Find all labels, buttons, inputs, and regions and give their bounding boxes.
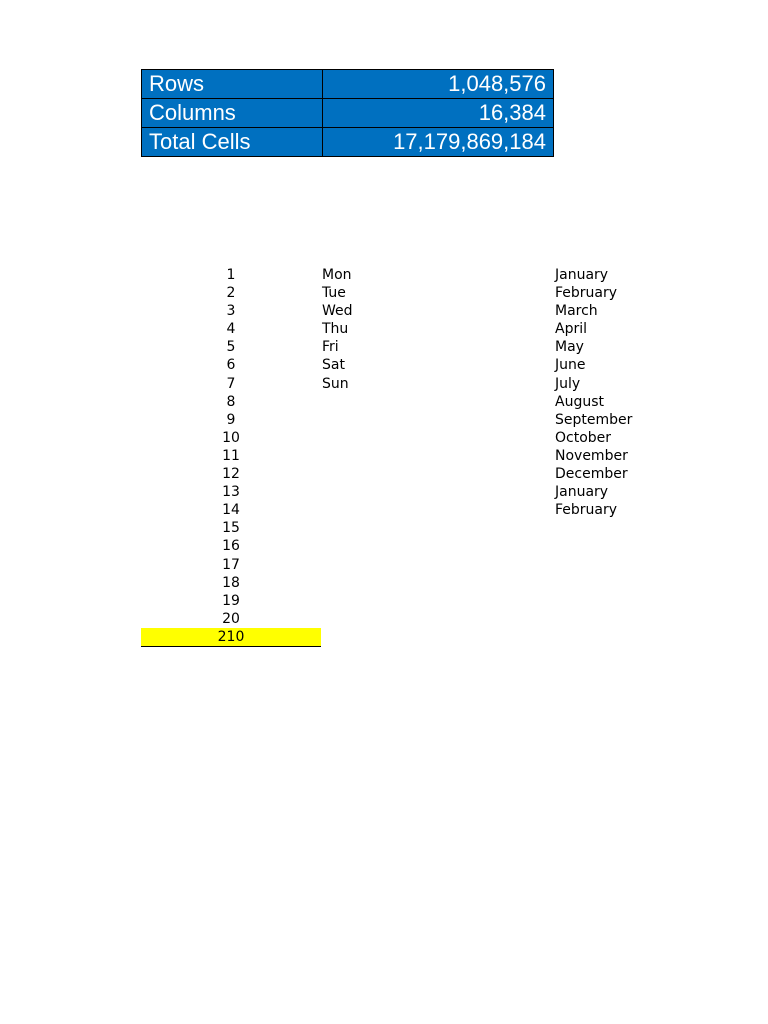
number-cell[interactable]: 3 [226,303,236,320]
month-cell[interactable]: April [555,321,587,338]
summary-table [141,69,554,157]
number-cell[interactable]: 18 [222,574,240,591]
number-cell[interactable]: 19 [222,592,240,609]
weekday-cell[interactable]: Thu [322,321,349,338]
number-cell[interactable]: 6 [226,357,236,374]
number-cell[interactable]: 13 [222,484,240,501]
rows-label[interactable]: Rows [142,70,323,99]
number-cell[interactable]: 20 [222,610,240,627]
number-cell[interactable]: 15 [222,520,240,537]
month-cell[interactable]: March [555,303,598,320]
number-cell[interactable]: 8 [226,393,236,410]
month-cell[interactable]: August [555,393,604,410]
summary-row-columns [142,99,554,128]
month-cell[interactable]: January [555,484,609,501]
number-cell[interactable]: 11 [222,447,240,464]
number-cell[interactable]: 17 [222,556,240,573]
rows-value[interactable]: 1,048,576 [323,70,554,99]
total-cells-label[interactable]: Total Cells [142,128,323,157]
columns-label[interactable]: Columns [142,99,323,128]
number-cell[interactable]: 12 [222,466,240,483]
summary-row-total-cells [142,128,554,157]
number-cell[interactable]: 5 [226,339,236,356]
month-cell[interactable]: September [555,411,633,428]
weekday-series-column [322,266,522,393]
month-cell[interactable]: October [555,429,612,446]
summary-row-rows [142,70,554,99]
number-cell[interactable]: 1 [226,267,236,283]
month-cell[interactable]: January [555,267,609,283]
month-cell[interactable]: February [555,285,618,302]
number-cell[interactable]: 14 [222,502,240,519]
number-cell[interactable]: 9 [226,411,236,428]
number-cell[interactable]: 4 [226,321,236,338]
total-cells-value[interactable]: 17,179,869,184 [323,128,554,157]
number-series-column [141,266,321,628]
columns-value[interactable]: 16,384 [323,99,554,128]
weekday-cell[interactable]: Fri [322,339,339,356]
month-cell[interactable]: May [555,339,584,356]
number-cell[interactable]: 7 [226,375,236,392]
number-cell[interactable]: 10 [222,429,240,446]
weekday-cell[interactable]: Wed [322,303,353,320]
sum-total-cell[interactable]: 210 [141,628,321,647]
number-cell[interactable]: 2 [226,285,236,302]
month-cell[interactable]: July [555,375,581,392]
weekday-cell[interactable]: Sat [322,357,345,374]
number-cell[interactable]: 16 [222,538,240,555]
weekday-cell[interactable]: Mon [322,267,352,283]
month-series-column [555,266,755,519]
month-cell[interactable]: June [555,357,586,374]
weekday-cell[interactable]: Tue [322,285,346,302]
month-cell[interactable]: February [555,502,618,519]
month-cell[interactable]: December [555,466,628,483]
weekday-cell[interactable]: Sun [322,375,349,392]
month-cell[interactable]: November [555,447,628,464]
